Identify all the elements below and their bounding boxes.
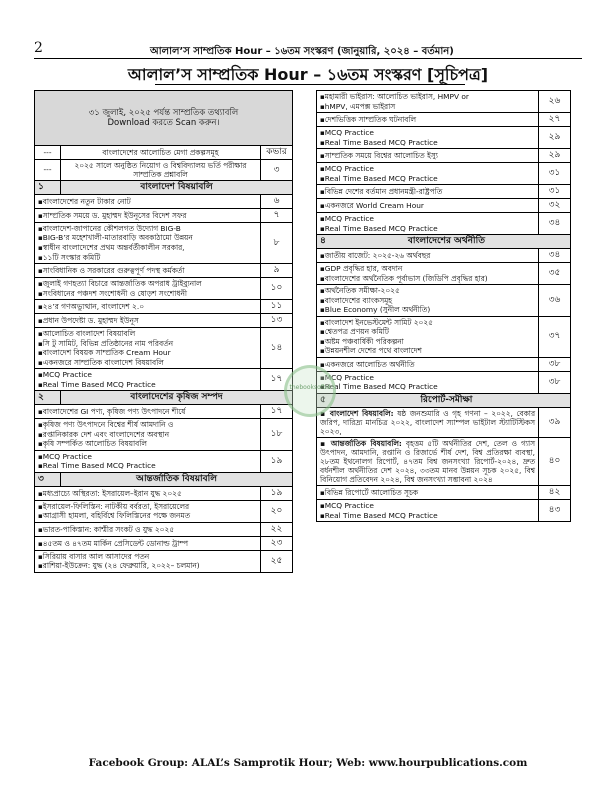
page-ref: ৩২ bbox=[539, 199, 571, 213]
page-ref: ১৪ bbox=[261, 328, 293, 369]
title-underline bbox=[155, 84, 465, 85]
toc-entry bbox=[35, 264, 261, 278]
toc-item: ▪ MCQ Practice bbox=[320, 128, 535, 138]
page-ref: ৩১ bbox=[539, 163, 571, 185]
toc-item: ▪ ৪৫তম ও ৪৭তম মার্কিন প্রেসিডেন্ট ডোনাল্ড ট্রাম্প bbox=[38, 539, 257, 549]
toc-entry bbox=[317, 91, 539, 113]
toc-row bbox=[317, 127, 571, 149]
running-header: আলাল’স সাম্প্রতিক Hour – ১৬তম সংস্করণ (জানুয়ারি, ২০২৪ – বর্তমান) bbox=[150, 46, 454, 57]
page-ref: ৩৯ bbox=[539, 407, 571, 437]
toc-entry bbox=[35, 419, 261, 451]
toc-entry bbox=[35, 300, 261, 314]
toc-item: ▪ MCQ Practice bbox=[38, 370, 257, 380]
section-header bbox=[317, 393, 571, 407]
scan-note-line1: ৩১ জুলাই, ২০২৫ পর্যন্ত সাম্প্রতিক তথ্যাবলি bbox=[88, 107, 239, 118]
page-number: 2 bbox=[34, 40, 43, 56]
page-ref: ৩৬ bbox=[539, 285, 571, 317]
page-ref: ১০ bbox=[261, 278, 293, 300]
section-number: ২ bbox=[35, 391, 61, 405]
toc-item: ▪ Real Time Based MCQ Practice bbox=[320, 382, 535, 392]
toc-row bbox=[35, 450, 293, 472]
toc-row bbox=[35, 522, 293, 536]
section-number: ১ bbox=[35, 181, 61, 195]
page-ref: ২৫ bbox=[261, 550, 293, 572]
toc-entry bbox=[317, 185, 539, 199]
toc-entry: ২০২৫ সালে অনুষ্ঠিত নিয়োগ ও বিশ্ববিদ্যালয় ভর্তি পরীক্ষার সাম্প্রতিক প্রশ্নাবলি bbox=[61, 159, 261, 180]
toc-row bbox=[35, 536, 293, 550]
toc-entry bbox=[35, 405, 261, 419]
page-ref: ১৮ bbox=[261, 419, 293, 451]
page-ref: ২০ bbox=[261, 500, 293, 522]
toc-entry: ▪ আন্তর্জাতিক বিষয়াবলি: বৃহত্তম ৫টি অর্থনীতির দেশ, তেল ও গ্যাস উৎপাদন, আমদানি, রপ্তানি ও রিজার্ভে শীর্ষ দেশ, বিশ্ব প্রতিরক্ষা ব্যবস্থা, ২৮তম ইথনোলগ রিপোর্ট, ৪৭তম বিশ্ব জনসংখ্যা রিপোর্ট-২০২৪, দ্রুত বর্ধনশীল অর্থনীতির দেশ ২০২৪, ৩৩তম মানব উন্নয়ন সূচক ২০২৫, বিশ্ব বিনিয়োগ প্রতিবেদন ২০২৪, বিশ্ব জনসংখ্যা সম্ভাবনা ২০২৪ bbox=[317, 437, 539, 485]
toc-item: ▪ সি টু সামিট, বিভিন্ন প্রতিষ্ঠানের নাম পরিবর্তন bbox=[38, 339, 257, 349]
toc-row bbox=[317, 185, 571, 199]
toc-row bbox=[317, 357, 571, 371]
toc-item: ▪ বাংলাদেশের নতুন টাকার নোট bbox=[38, 197, 257, 207]
toc-entry bbox=[317, 163, 539, 185]
toc-row bbox=[317, 437, 571, 485]
toc-row bbox=[35, 419, 293, 451]
toc-item: ▪ MCQ Practice bbox=[320, 501, 535, 511]
toc-entry bbox=[317, 263, 539, 285]
toc-entry bbox=[35, 522, 261, 536]
toc-item: ▪ Real Time Based MCQ Practice bbox=[38, 380, 257, 390]
toc-item: ▪ বাংলাদেশ ইনভেস্টমেন্ট সামিট ২০২৫ bbox=[320, 318, 535, 328]
footer: Facebook Group: ALAL’s Samprotik Hour; Web: www.hourpublications.com bbox=[88, 757, 528, 769]
toc-item: ▪ Real Time Based MCQ Practice bbox=[38, 461, 257, 471]
toc-item: ▪ একনজরে সাম্প্রতিক বাংলাদেশ বিষয়াবলি bbox=[38, 358, 257, 368]
toc-item: ▪ প্রধান উপদেষ্টা ড. মুহাম্মদ ইউনূস bbox=[38, 316, 257, 326]
toc-row bbox=[35, 208, 293, 222]
toc-item: ▪ বাংলাদেশের GI পণ্য, কৃষিজ পণ্য উৎপাদনে শীর্ষে bbox=[38, 407, 257, 417]
toc-item: ▪ বাংলাদেশের ব্যাংকসমূহ bbox=[320, 296, 535, 306]
toc-entry-text: বৃহত্তম ৫টি অর্থনীতির দেশ, তেল ও গ্যাস উৎপাদন, আমদানি, রপ্তানি ও রিজার্ভে শীর্ষ দেশ, বিশ্ব প্রতিরক্ষা ব্যবস্থা, ২৮তম ইথনোলগ রিপোর্ট, ৪৭তম বিশ্ব জনসংখ্যা রিপোর্ট-২০২৪, দ্রুত বর্ধনশীল অর্থনীতির দেশ ২০২৪, ৩৩তম মানব উন্নয়ন সূচক ২০২৫, বিশ্ব বিনিয়োগ প্রতিবেদন ২০২৪, বিশ্ব জনসংখ্যা সম্ভাবনা ২০২৪ bbox=[320, 438, 535, 485]
toc-row bbox=[317, 407, 571, 437]
watermark-logo bbox=[284, 365, 336, 417]
toc-item: ▪ Real Time Based MCQ Practice bbox=[320, 138, 535, 148]
section-title bbox=[317, 235, 571, 249]
toc-number: --- bbox=[35, 146, 61, 160]
toc-entry bbox=[35, 486, 261, 500]
toc-entry bbox=[317, 486, 539, 500]
toc-item: ▪ কৃষি সম্পর্কিত আলোচিত বিষয়াবলি bbox=[38, 439, 257, 449]
toc-item: ▪ Real Time Based MCQ Practice bbox=[320, 224, 535, 234]
toc-entry-heading: আন্তর্জাতিক বিষয়াবলি: bbox=[330, 438, 402, 448]
toc-item: ▪ MCQ Practice bbox=[320, 214, 535, 224]
page-ref: ২৯ bbox=[539, 149, 571, 163]
toc-row bbox=[35, 222, 293, 263]
page-ref: ৩৮ bbox=[539, 371, 571, 393]
toc-entry bbox=[35, 222, 261, 263]
page-ref: ৮ bbox=[261, 222, 293, 263]
toc-item: ▪ BIG-B’র মহেশখালী-মাতারবাড়ি অবকাঠামো উন্নয়ন bbox=[38, 233, 257, 243]
page-ref: ৬ bbox=[261, 195, 293, 209]
toc-entry bbox=[317, 127, 539, 149]
section-header bbox=[35, 391, 293, 405]
toc-item: ▪ বাংলাদেশ-জাপানের কৌশলগত উদ্যোগ BIG-B bbox=[38, 224, 257, 234]
toc-item: ▪ অষ্টম পঞ্চবার্ষিকী পরিকল্পনা bbox=[320, 337, 535, 347]
toc-entry-text: ষষ্ঠ জনশুমারি ও গৃহ গণনা – ২০২২, বেকার জরিপ, দারিদ্র্য মানচিত্র ২০২২, বাংলাদেশ স্যাম্পল ভাইটাল স্ট্যাটিস্টিকস ২০২৩, bbox=[320, 408, 536, 436]
toc-row bbox=[317, 500, 571, 522]
page-ref: ২৩ bbox=[261, 536, 293, 550]
toc-row bbox=[35, 369, 293, 391]
toc-row bbox=[317, 371, 571, 393]
toc-item: ▪ অর্থনৈতিক সমীক্ষা-২০২৫ bbox=[320, 286, 535, 296]
toc-entry bbox=[317, 199, 539, 213]
toc-item: ▪ মধ্যপ্রাচ্যে অস্থিরতা: ইসরায়েল–ইরান যুদ্ধ ২০২৫ bbox=[38, 489, 257, 499]
toc-entry bbox=[317, 316, 539, 357]
toc-entry bbox=[317, 371, 539, 393]
toc-row bbox=[35, 486, 293, 500]
toc-item: ▪ সংবিধানের পঞ্চদশ সংশোধনী ও ষোড়শ সংশোধনী bbox=[38, 289, 257, 299]
page-ref: ১৭ bbox=[261, 405, 293, 419]
toc-entry bbox=[35, 208, 261, 222]
watermark-text: thebooksofbd bbox=[289, 384, 331, 391]
section-title bbox=[317, 393, 571, 407]
toc-entry bbox=[35, 195, 261, 209]
toc-item: ▪ আলোচিত বাংলাদেশ বিষয়াবলি bbox=[38, 329, 257, 339]
toc-item: ▪ কৃষিজ পণ্য উৎপাদনে বিশ্বের শীর্ষ আমদানি ও bbox=[38, 420, 257, 430]
toc-item: ▪ বিভিন্ন দেশের বর্তমান প্রধানমন্ত্রী-রাষ্ট্রপতি bbox=[320, 187, 535, 197]
section-title: আন্তর্জাতিক বিষয়াবলি bbox=[61, 472, 293, 486]
toc-row bbox=[317, 213, 571, 235]
toc-item: ▪ একনজরে World Cream Hour bbox=[320, 201, 535, 211]
toc-entry bbox=[35, 500, 261, 522]
toc-entry bbox=[35, 550, 261, 572]
toc-entry bbox=[35, 314, 261, 328]
toc-row bbox=[317, 163, 571, 185]
toc-item: ▪ ইসরায়েল-ফিলিস্তিন: নাটকীয় বর্বরতা, ইসরায়েলের bbox=[38, 502, 257, 512]
toc-item: ▪ জুলাই গণহত্যা বিচারে আন্তর্জাতিক অপরাধ ট্রাইব্যুনাল bbox=[38, 279, 257, 289]
toc-row bbox=[317, 316, 571, 357]
toc-entry bbox=[317, 500, 539, 522]
toc-row bbox=[35, 159, 293, 180]
toc-item: ▪ মহামারী ভাইরাস: আলোচিত ভাইরাস, HMPV or bbox=[320, 92, 535, 102]
page-ref: ২৭ bbox=[539, 113, 571, 127]
toc-item: ▪ Real Time Based MCQ Practice bbox=[320, 511, 535, 521]
toc-item: ▪ বাংলাদেশ বিষয়ক সাম্প্রতিক Cream Hour bbox=[38, 348, 257, 358]
toc-item: ▪ রাশিয়া-ইউক্রেন: যুদ্ধ (২৪ ফেব্রুয়ারি, ২০২২– চলমান) bbox=[38, 561, 257, 571]
toc-row bbox=[35, 146, 293, 160]
toc-row bbox=[317, 263, 571, 285]
toc-entry bbox=[317, 285, 539, 317]
page-ref: ৪৩ bbox=[539, 500, 571, 522]
toc-number: --- bbox=[35, 159, 61, 180]
toc-right-table bbox=[316, 90, 571, 522]
toc-item: ▪ একনজরে আলোচিত অর্থনীতি bbox=[320, 360, 535, 370]
toc-item: ▪ Blue Economy (সুনীল অর্থনীতি) bbox=[320, 305, 535, 315]
toc-row bbox=[35, 300, 293, 314]
toc-item: ▪ সাম্প্রতিক সময়ে ড. মুহাম্মদ ইউনূসের বিদেশ সফর bbox=[38, 211, 257, 221]
toc-row bbox=[35, 405, 293, 419]
page-ref: ২৯ bbox=[539, 127, 571, 149]
toc-item: ▪ জাতীয় বাজেট: ২০২৫-২৬ অর্থবছর bbox=[320, 251, 535, 261]
toc-entry bbox=[35, 328, 261, 369]
toc-item: ▪ শ্বেতপত্র প্রণয়ন কমিটি bbox=[320, 327, 535, 337]
page-ref: ৭ bbox=[261, 208, 293, 222]
toc-entry bbox=[317, 249, 539, 263]
page-ref: ৩৭ bbox=[539, 316, 571, 357]
toc-row bbox=[317, 199, 571, 213]
page-ref: ২৬ bbox=[539, 91, 571, 113]
page-ref: ২২ bbox=[261, 522, 293, 536]
toc-row bbox=[35, 278, 293, 300]
toc-entry bbox=[35, 369, 261, 391]
toc-item: ▪ রপ্তানিকারক দেশ এবং বাংলাদেশের অবস্থান bbox=[38, 430, 257, 440]
toc-entry bbox=[317, 357, 539, 371]
toc-left-table bbox=[34, 90, 293, 573]
toc-item: ▪ MCQ Practice bbox=[38, 452, 257, 462]
toc-item: ▪ MCQ Practice bbox=[320, 373, 535, 383]
toc-entry bbox=[35, 450, 261, 472]
toc-item: ▪ স্বাধীন বাংলাদেশের প্রথম অন্তর্বর্তীকালীন সরকার, bbox=[38, 243, 257, 253]
page-ref: ৩ bbox=[261, 159, 293, 180]
toc-row bbox=[317, 91, 571, 113]
toc-item: ▪ ভারত-পাকিস্তান: কাশ্মীর সংকট ও যুদ্ধ ২০২৫ bbox=[38, 525, 257, 535]
page-ref: ১৩ bbox=[261, 314, 293, 328]
toc-row bbox=[317, 113, 571, 127]
toc-entry bbox=[317, 149, 539, 163]
page-ref: কভার bbox=[261, 146, 293, 160]
section-header bbox=[35, 472, 293, 486]
toc-entry bbox=[317, 213, 539, 235]
toc-row bbox=[35, 195, 293, 209]
toc-item: ▪ hMPV, এমপক্স ভাইরাস bbox=[320, 102, 535, 112]
page-ref: ৩১ bbox=[539, 185, 571, 199]
page-ref: ৩৫ bbox=[539, 263, 571, 285]
page-ref: ৯ bbox=[261, 264, 293, 278]
section-title: বাংলাদেশের কৃষিজ সম্পদ bbox=[61, 391, 293, 405]
page-ref: ১৯ bbox=[261, 486, 293, 500]
toc-entry bbox=[317, 113, 539, 127]
scan-note-box bbox=[35, 91, 293, 146]
header-rule bbox=[34, 58, 582, 59]
toc-item: ▪ ১১টি সংস্কার কমিটি bbox=[38, 253, 257, 263]
toc-entry: বাংলাদেশের আলোচিত মেগা প্রকল্পসমূহ bbox=[61, 146, 261, 160]
toc-item: ▪ বাংলাদেশের অর্থনৈতিক পূর্বাভাস (জিডিপি প্রবৃদ্ধির হার) bbox=[320, 274, 535, 284]
toc-item: ▪ GDP প্রবৃদ্ধির হার, অবদান bbox=[320, 264, 535, 274]
toc-entry bbox=[35, 278, 261, 300]
toc-row bbox=[317, 285, 571, 317]
toc-item: ▪ উন্নয়নশীল দেশের পথে বাংলাদেশ bbox=[320, 346, 535, 356]
section-title: বাংলাদেশ বিষয়াবলি bbox=[61, 181, 293, 195]
toc-item: ▪ MCQ Practice bbox=[320, 164, 535, 174]
section-header bbox=[317, 235, 571, 249]
toc-item: ▪ ২৪’র গণঅভ্যুত্থান, বাংলাদেশ ২.০ bbox=[38, 302, 257, 312]
section-title-text: রিপোর্ট-সমীক্ষা bbox=[420, 394, 473, 405]
toc-item: ▪ Real Time Based MCQ Practice bbox=[320, 174, 535, 184]
page-ref: ৪২ bbox=[539, 486, 571, 500]
toc-entry: ▪ বাংলাদেশ বিষয়াবলি: ষষ্ঠ জনশুমারি ও গৃহ গণনা – ২০২২, বেকার জরিপ, দারিদ্র্য মানচিত্র ২০২২, বাংলাদেশ স্যাম্পল ভাইটাল স্ট্যাটিস্টিকস ২০২৩, bbox=[317, 407, 539, 437]
page-ref: ৩৪ bbox=[539, 213, 571, 235]
toc-entry-heading: বাংলাদেশ বিষয়াবলি: bbox=[329, 408, 394, 418]
toc-item: ▪ সিরিয়ায় বাসার আল আসাদের পতন bbox=[38, 552, 257, 562]
toc-row bbox=[35, 264, 293, 278]
toc-row bbox=[35, 550, 293, 572]
section-title-text: বাংলাদেশের অর্থনীতি bbox=[407, 236, 485, 247]
toc-entry bbox=[35, 536, 261, 550]
toc-row bbox=[317, 249, 571, 263]
page-ref: ৪০ bbox=[539, 437, 571, 485]
toc-row bbox=[317, 486, 571, 500]
toc-row bbox=[35, 314, 293, 328]
toc-item: ▪ আগ্রাসী হামলা, বহির্বিশ্বে ফিলিস্তিনের পক্ষে জনমত bbox=[38, 511, 257, 521]
toc-item: ▪ বিভিন্ন রিপোর্টে আলোচিত সূচক bbox=[320, 488, 535, 498]
section-header bbox=[35, 181, 293, 195]
page-ref: ১৭ bbox=[261, 369, 293, 391]
section-number: ৩ bbox=[35, 472, 61, 486]
page-ref: ১৯ bbox=[261, 450, 293, 472]
page-ref: ১১ bbox=[261, 300, 293, 314]
page-title: আলাল’স সাম্প্রতিক Hour – ১৬তম সংস্করণ [সূচিপত্র] bbox=[127, 65, 489, 84]
toc-item: ▪ সাম্প্রতিক সময়ে বিশ্বের আলোচিত ইস্যু bbox=[320, 151, 535, 161]
toc-row bbox=[35, 328, 293, 369]
toc-item: ▪ সাংবিধানিক ও সরকারের গুরুত্বপূর্ণ পদস্থ কর্মকর্তা bbox=[38, 266, 257, 276]
page-ref: ৩৪ bbox=[539, 249, 571, 263]
section-number: ৫ bbox=[320, 394, 326, 405]
toc-row bbox=[317, 149, 571, 163]
toc-item: ▪ দেশভিত্তিক সাম্প্রতিক ঘটনাবলি bbox=[320, 115, 535, 125]
scan-note-line2: Download করতে Scan করুন। bbox=[107, 118, 220, 128]
page-ref: ৩৮ bbox=[539, 357, 571, 371]
section-number: ৪ bbox=[320, 236, 326, 247]
toc-row bbox=[35, 500, 293, 522]
